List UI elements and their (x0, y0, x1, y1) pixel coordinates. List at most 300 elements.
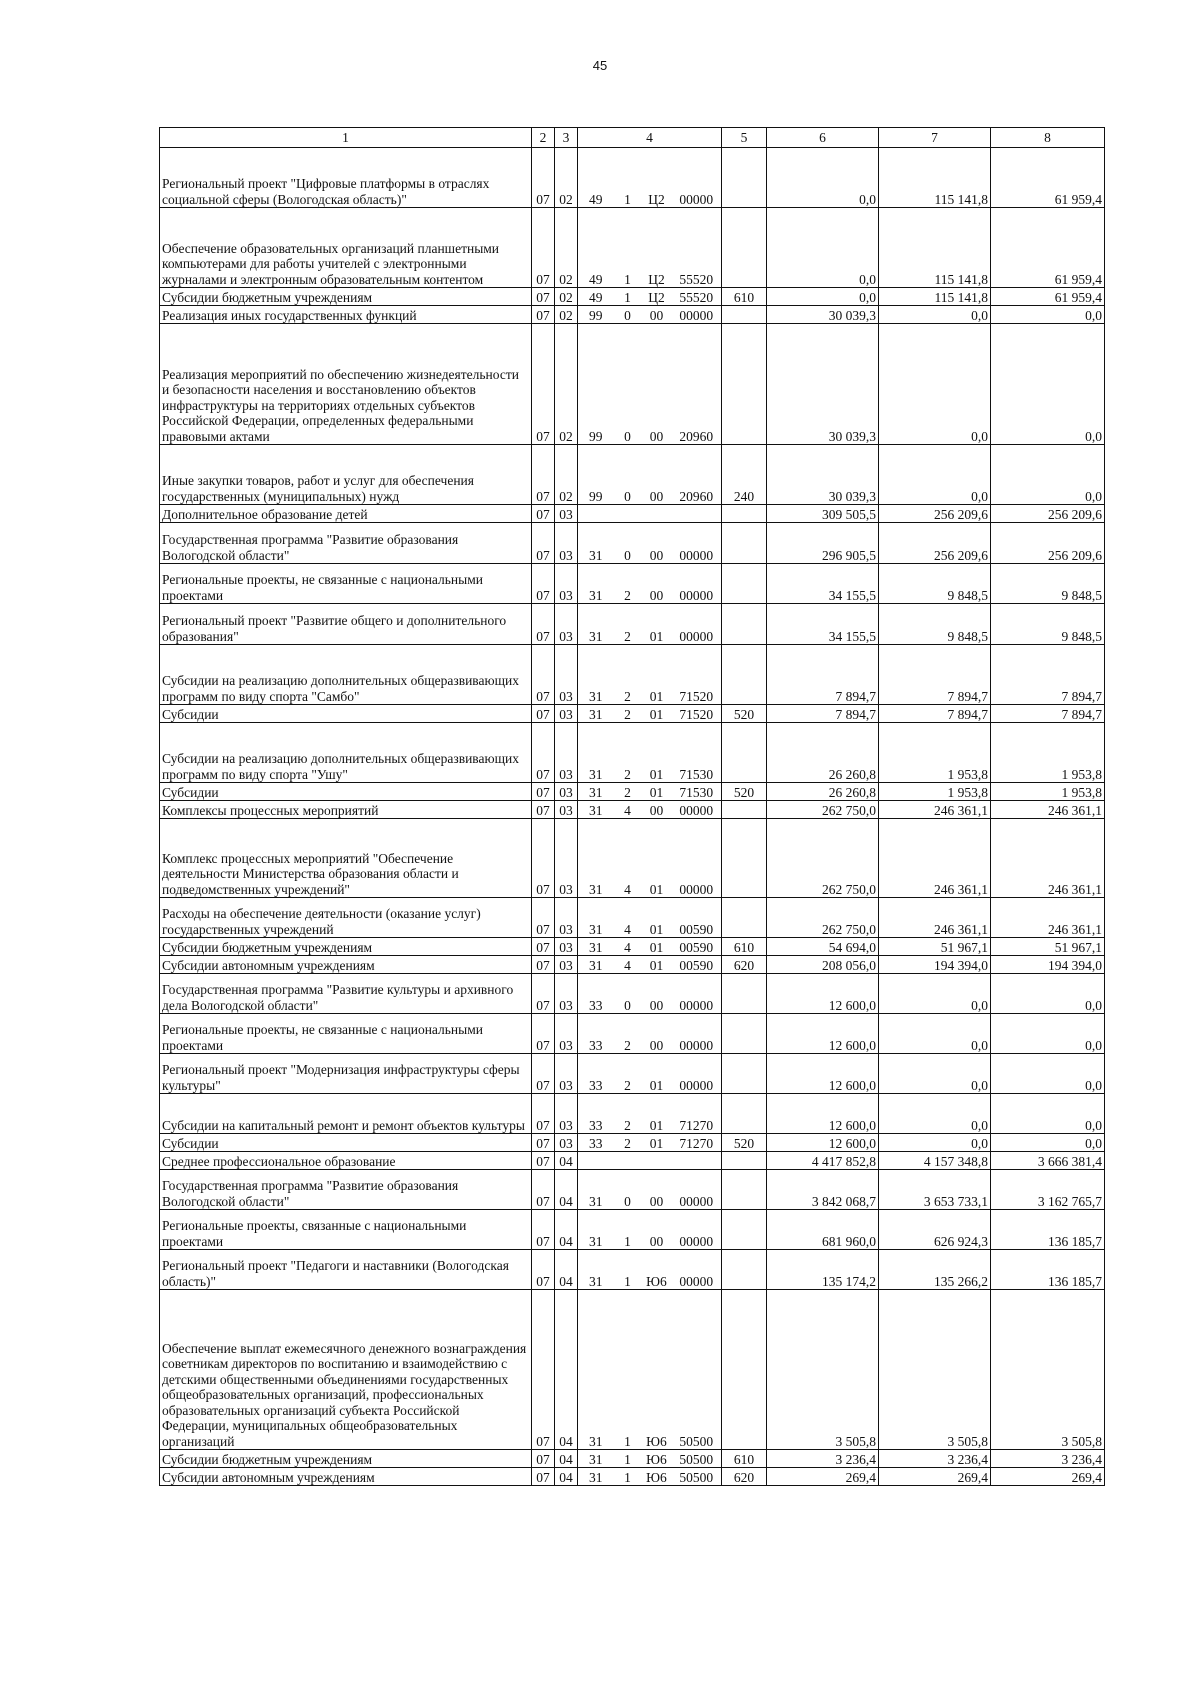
row-subsection-code: 03 (555, 1054, 578, 1094)
row-amount-col8: 246 361,1 (991, 819, 1105, 898)
header-col-4: 4 (578, 128, 722, 148)
row-name: Государственная программа "Развитие образования Вологодской области" (160, 523, 532, 564)
row-program-code: 31 (578, 1210, 614, 1250)
row-direction-code: 71270 (672, 1134, 722, 1152)
row-amount-col8: 194 394,0 (991, 956, 1105, 974)
row-project-code: 00 (642, 564, 672, 604)
row-amount-col8: 256 209,6 (991, 523, 1105, 564)
row-direction-code: 00000 (672, 1014, 722, 1054)
row-amount-col7: 0,0 (879, 445, 991, 505)
row-expense-type (722, 306, 767, 324)
row-amount-col8: 256 209,6 (991, 505, 1105, 523)
row-name: Субсидии бюджетным учреждениям (160, 1450, 532, 1468)
row-direction-code: 71530 (672, 783, 722, 801)
row-name: Реализация мероприятий по обеспечению жизнедеятельности и безопасности населения и восстановлению объектов инфраструктуры на территориях отдельных субъектов Российской Федерации, определенных федеральными правовыми актами (160, 324, 532, 445)
row-amount-col8: 246 361,1 (991, 898, 1105, 938)
row-name: Иные закупки товаров, работ и услуг для обеспечения государственных (муниципальных) нужд (160, 445, 532, 505)
row-project-code: 00 (642, 523, 672, 564)
row-program-code: 33 (578, 1014, 614, 1054)
row-expense-type: 610 (722, 288, 767, 306)
row-subsection-code: 04 (555, 1170, 578, 1210)
row-direction-code (672, 1152, 722, 1170)
row-subprogram-code: 0 (614, 974, 642, 1014)
row-project-code: 01 (642, 938, 672, 956)
row-amount-col6: 12 600,0 (767, 1134, 879, 1152)
row-amount-col8: 3 666 381,4 (991, 1152, 1105, 1170)
row-subsection-code: 03 (555, 801, 578, 819)
row-section-code: 07 (532, 705, 555, 723)
row-program-code: 49 (578, 208, 614, 288)
row-section-code: 07 (532, 208, 555, 288)
row-amount-col7: 626 924,3 (879, 1210, 991, 1250)
row-amount-col6: 269,4 (767, 1468, 879, 1486)
table-body (160, 148, 1105, 1486)
row-amount-col7: 3 236,4 (879, 1450, 991, 1468)
row-section-code: 07 (532, 288, 555, 306)
row-name: Обеспечение образовательных организаций планшетными компьютерами для работы учителей с электронными журналами и электронным образовательным контентом (160, 208, 532, 288)
row-section-code: 07 (532, 1152, 555, 1170)
row-section-code: 07 (532, 1054, 555, 1094)
row-amount-col6: 12 600,0 (767, 1094, 879, 1134)
row-subprogram-code: 4 (614, 938, 642, 956)
row-amount-col8: 9 848,5 (991, 604, 1105, 645)
row-project-code: 01 (642, 604, 672, 645)
row-name: Государственная программа "Развитие культуры и архивного дела Вологодской области" (160, 974, 532, 1014)
row-direction-code: 20960 (672, 445, 722, 505)
row-amount-col8: 61 959,4 (991, 148, 1105, 208)
row-expense-type (722, 1210, 767, 1250)
row-project-code: 01 (642, 956, 672, 974)
row-expense-type (722, 1094, 767, 1134)
row-subsection-code: 02 (555, 324, 578, 445)
table-row (160, 1170, 1105, 1210)
row-project-code: 01 (642, 819, 672, 898)
row-program-code: 31 (578, 898, 614, 938)
row-amount-col7: 7 894,7 (879, 705, 991, 723)
row-program-code (578, 1152, 614, 1170)
row-amount-col7: 0,0 (879, 1094, 991, 1134)
row-program-code: 31 (578, 1468, 614, 1486)
row-program-code (578, 505, 614, 523)
table-row (160, 974, 1105, 1014)
row-project-code: 00 (642, 1210, 672, 1250)
row-program-code: 33 (578, 1134, 614, 1152)
row-name: Комплексы процессных мероприятий (160, 801, 532, 819)
row-subsection-code: 02 (555, 288, 578, 306)
table-row (160, 208, 1105, 288)
row-project-code: 01 (642, 783, 672, 801)
row-direction-code: 00000 (672, 1054, 722, 1094)
row-amount-col8: 3 162 765,7 (991, 1170, 1105, 1210)
row-subsection-code: 04 (555, 1290, 578, 1450)
table-row (160, 723, 1105, 783)
row-expense-type: 520 (722, 705, 767, 723)
row-direction-code: 71270 (672, 1094, 722, 1134)
table-row (160, 783, 1105, 801)
row-project-code: 00 (642, 1170, 672, 1210)
row-expense-type (722, 523, 767, 564)
row-amount-col6: 12 600,0 (767, 1054, 879, 1094)
row-amount-col6: 309 505,5 (767, 505, 879, 523)
row-expense-type (722, 604, 767, 645)
table-row (160, 505, 1105, 523)
row-program-code: 99 (578, 306, 614, 324)
row-amount-col6: 3 505,8 (767, 1290, 879, 1450)
row-name: Региональный проект "Педагоги и наставники (Вологодская область)" (160, 1250, 532, 1290)
row-direction-code: 00590 (672, 956, 722, 974)
row-section-code: 07 (532, 306, 555, 324)
row-amount-col7: 7 894,7 (879, 645, 991, 705)
row-expense-type (722, 723, 767, 783)
row-subsection-code: 02 (555, 148, 578, 208)
row-section-code: 07 (532, 783, 555, 801)
row-expense-type (722, 1152, 767, 1170)
row-amount-col8: 0,0 (991, 306, 1105, 324)
row-name: Региональные проекты, не связанные с национальными проектами (160, 564, 532, 604)
row-section-code: 07 (532, 1468, 555, 1486)
row-subsection-code: 03 (555, 783, 578, 801)
row-project-code: Ю6 (642, 1290, 672, 1450)
row-subsection-code: 03 (555, 604, 578, 645)
row-program-code: 33 (578, 974, 614, 1014)
row-subsection-code: 04 (555, 1468, 578, 1486)
row-expense-type (722, 324, 767, 445)
row-subprogram-code: 0 (614, 324, 642, 445)
row-subprogram-code: 4 (614, 956, 642, 974)
row-name: Региональный проект "Модернизация инфраструктуры сферы культуры" (160, 1054, 532, 1094)
table-header-row (160, 128, 1105, 148)
row-amount-col7: 0,0 (879, 974, 991, 1014)
row-program-code: 31 (578, 938, 614, 956)
row-amount-col7: 246 361,1 (879, 801, 991, 819)
row-expense-type: 610 (722, 938, 767, 956)
row-name: Субсидии на реализацию дополнительных общеразвивающих программ по виду спорта "Самбо" (160, 645, 532, 705)
row-program-code: 49 (578, 148, 614, 208)
row-project-code: 00 (642, 1014, 672, 1054)
row-expense-type: 620 (722, 956, 767, 974)
row-direction-code: 71530 (672, 723, 722, 783)
row-subprogram-code: 0 (614, 445, 642, 505)
row-section-code: 07 (532, 523, 555, 564)
row-subsection-code: 03 (555, 705, 578, 723)
row-program-code: 31 (578, 645, 614, 705)
row-subsection-code: 02 (555, 208, 578, 288)
row-amount-col7: 0,0 (879, 324, 991, 445)
row-subsection-code: 03 (555, 938, 578, 956)
row-program-code: 31 (578, 1170, 614, 1210)
row-project-code: Ц2 (642, 148, 672, 208)
row-expense-type (722, 505, 767, 523)
row-project-code: Ю6 (642, 1468, 672, 1486)
row-direction-code: 50500 (672, 1468, 722, 1486)
row-amount-col6: 34 155,5 (767, 604, 879, 645)
row-amount-col6: 26 260,8 (767, 723, 879, 783)
row-amount-col7: 246 361,1 (879, 819, 991, 898)
row-name: Субсидии бюджетным учреждениям (160, 288, 532, 306)
row-subsection-code: 03 (555, 523, 578, 564)
row-amount-col6: 7 894,7 (767, 705, 879, 723)
row-amount-col7: 256 209,6 (879, 505, 991, 523)
row-expense-type (722, 208, 767, 288)
table-row (160, 705, 1105, 723)
row-name: Государственная программа "Развитие образования Вологодской области" (160, 1170, 532, 1210)
row-section-code: 07 (532, 324, 555, 445)
row-section-code: 07 (532, 445, 555, 505)
row-subprogram-code: 4 (614, 898, 642, 938)
row-direction-code: 00000 (672, 1210, 722, 1250)
row-subprogram-code: 2 (614, 1014, 642, 1054)
row-direction-code: 00000 (672, 819, 722, 898)
row-section-code: 07 (532, 801, 555, 819)
row-amount-col8: 9 848,5 (991, 564, 1105, 604)
row-subprogram-code: 2 (614, 645, 642, 705)
row-amount-col7: 115 141,8 (879, 148, 991, 208)
row-section-code: 07 (532, 819, 555, 898)
row-amount-col7: 3 653 733,1 (879, 1170, 991, 1210)
row-direction-code (672, 505, 722, 523)
row-expense-type (722, 1290, 767, 1450)
row-direction-code: 00590 (672, 938, 722, 956)
row-subsection-code: 03 (555, 505, 578, 523)
row-name: Субсидии на капитальный ремонт и ремонт объектов культуры (160, 1094, 532, 1134)
row-program-code: 31 (578, 801, 614, 819)
row-section-code: 07 (532, 938, 555, 956)
row-subprogram-code: 2 (614, 1134, 642, 1152)
row-amount-col6: 262 750,0 (767, 819, 879, 898)
row-project-code: 01 (642, 1094, 672, 1134)
row-subprogram-code: 1 (614, 1468, 642, 1486)
row-direction-code: 71520 (672, 705, 722, 723)
row-subprogram-code: 1 (614, 148, 642, 208)
row-expense-type: 520 (722, 783, 767, 801)
row-amount-col8: 7 894,7 (991, 645, 1105, 705)
row-project-code: 00 (642, 974, 672, 1014)
header-col-1: 1 (160, 128, 532, 148)
row-expense-type (722, 1054, 767, 1094)
row-program-code: 49 (578, 288, 614, 306)
table-row (160, 1210, 1105, 1250)
row-expense-type (722, 819, 767, 898)
table-row (160, 324, 1105, 445)
row-program-code: 31 (578, 819, 614, 898)
row-subprogram-code: 2 (614, 1054, 642, 1094)
row-amount-col6: 30 039,3 (767, 445, 879, 505)
row-subprogram-code: 1 (614, 1210, 642, 1250)
row-name: Региональный проект "Развитие общего и дополнительного образования" (160, 604, 532, 645)
row-section-code: 07 (532, 505, 555, 523)
row-subsection-code: 03 (555, 956, 578, 974)
row-amount-col8: 246 361,1 (991, 801, 1105, 819)
table-row (160, 938, 1105, 956)
row-subprogram-code: 2 (614, 564, 642, 604)
row-amount-col6: 681 960,0 (767, 1210, 879, 1250)
row-amount-col6: 262 750,0 (767, 801, 879, 819)
row-direction-code: 00000 (672, 604, 722, 645)
table-row (160, 445, 1105, 505)
row-amount-col6: 0,0 (767, 148, 879, 208)
row-name: Комплекс процессных мероприятий "Обеспечение деятельности Министерства образования области и подведомственных учреждений" (160, 819, 532, 898)
row-expense-type: 240 (722, 445, 767, 505)
row-project-code: 01 (642, 645, 672, 705)
row-amount-col7: 1 953,8 (879, 723, 991, 783)
row-subprogram-code: 2 (614, 604, 642, 645)
table-row (160, 523, 1105, 564)
row-section-code: 07 (532, 1170, 555, 1210)
budget-table (159, 127, 1105, 1486)
row-amount-col7: 0,0 (879, 1014, 991, 1054)
row-name: Расходы на обеспечение деятельности (оказание услуг) государственных учреждений (160, 898, 532, 938)
row-project-code: 00 (642, 324, 672, 445)
row-name: Субсидии автономным учреждениям (160, 1468, 532, 1486)
row-subprogram-code: 0 (614, 523, 642, 564)
row-subprogram-code: 4 (614, 801, 642, 819)
row-amount-col7: 115 141,8 (879, 208, 991, 288)
row-amount-col8: 136 185,7 (991, 1250, 1105, 1290)
row-amount-col6: 296 905,5 (767, 523, 879, 564)
row-amount-col8: 0,0 (991, 1134, 1105, 1152)
row-subsection-code: 03 (555, 723, 578, 783)
row-amount-col6: 0,0 (767, 208, 879, 288)
row-expense-type (722, 1250, 767, 1290)
row-amount-col8: 0,0 (991, 974, 1105, 1014)
row-expense-type: 520 (722, 1134, 767, 1152)
row-name: Региональный проект "Цифровые платформы в отраслях социальной сферы (Вологодская область)" (160, 148, 532, 208)
row-subprogram-code: 1 (614, 1450, 642, 1468)
row-subsection-code: 03 (555, 1014, 578, 1054)
row-program-code: 31 (578, 564, 614, 604)
row-program-code: 31 (578, 783, 614, 801)
table-row (160, 1250, 1105, 1290)
row-amount-col8: 0,0 (991, 324, 1105, 445)
row-subsection-code: 03 (555, 1094, 578, 1134)
row-amount-col7: 256 209,6 (879, 523, 991, 564)
row-program-code: 31 (578, 705, 614, 723)
row-section-code: 07 (532, 1094, 555, 1134)
row-section-code: 07 (532, 723, 555, 783)
row-amount-col7: 3 505,8 (879, 1290, 991, 1450)
row-amount-col8: 269,4 (991, 1468, 1105, 1486)
table-row (160, 819, 1105, 898)
row-subprogram-code: 2 (614, 1094, 642, 1134)
row-name: Реализация иных государственных функций (160, 306, 532, 324)
row-amount-col6: 30 039,3 (767, 306, 879, 324)
row-name: Субсидии автономным учреждениям (160, 956, 532, 974)
row-subsection-code: 03 (555, 645, 578, 705)
row-section-code: 07 (532, 1134, 555, 1152)
row-subsection-code: 04 (555, 1152, 578, 1170)
row-amount-col6: 135 174,2 (767, 1250, 879, 1290)
row-project-code: 01 (642, 1054, 672, 1094)
row-program-code: 31 (578, 523, 614, 564)
row-amount-col7: 0,0 (879, 1134, 991, 1152)
table-row (160, 1054, 1105, 1094)
row-amount-col8: 7 894,7 (991, 705, 1105, 723)
row-program-code: 31 (578, 723, 614, 783)
row-subsection-code: 03 (555, 974, 578, 1014)
row-direction-code: 00000 (672, 1250, 722, 1290)
row-amount-col7: 9 848,5 (879, 604, 991, 645)
row-direction-code: 00000 (672, 523, 722, 564)
table-row (160, 1290, 1105, 1450)
row-amount-col7: 115 141,8 (879, 288, 991, 306)
row-expense-type: 610 (722, 1450, 767, 1468)
row-name: Субсидии (160, 1134, 532, 1152)
row-amount-col6: 30 039,3 (767, 324, 879, 445)
row-name: Субсидии на реализацию дополнительных общеразвивающих программ по виду спорта "Ушу" (160, 723, 532, 783)
row-direction-code: 20960 (672, 324, 722, 445)
row-section-code: 07 (532, 148, 555, 208)
row-amount-col7: 1 953,8 (879, 783, 991, 801)
row-subprogram-code: 0 (614, 306, 642, 324)
row-subsection-code: 03 (555, 564, 578, 604)
row-section-code: 07 (532, 898, 555, 938)
row-name: Региональные проекты, связанные с национальными проектами (160, 1210, 532, 1250)
table-row (160, 564, 1105, 604)
row-amount-col8: 61 959,4 (991, 288, 1105, 306)
table-row (160, 1152, 1105, 1170)
row-amount-col8: 136 185,7 (991, 1210, 1105, 1250)
table-row (160, 288, 1105, 306)
row-name: Дополнительное образование детей (160, 505, 532, 523)
row-direction-code: 50500 (672, 1290, 722, 1450)
table-row (160, 1450, 1105, 1468)
row-expense-type (722, 564, 767, 604)
row-program-code: 31 (578, 1290, 614, 1450)
row-direction-code: 50500 (672, 1450, 722, 1468)
row-program-code: 31 (578, 1450, 614, 1468)
row-subprogram-code: 2 (614, 723, 642, 783)
row-subsection-code: 03 (555, 898, 578, 938)
row-amount-col8: 3 505,8 (991, 1290, 1105, 1450)
row-amount-col7: 135 266,2 (879, 1250, 991, 1290)
table-row (160, 898, 1105, 938)
row-project-code: Ю6 (642, 1450, 672, 1468)
row-subprogram-code: 1 (614, 1250, 642, 1290)
row-amount-col7: 246 361,1 (879, 898, 991, 938)
row-name: Обеспечение выплат ежемесячного денежного вознаграждения советникам директоров по воспитанию и взаимодействию с детскими общественными объединениями государственных общеобразовательных организаций, профессиональных образовательных организаций субъекта Российской Федерации, муниципальных общеобразовательных организаций (160, 1290, 532, 1450)
row-amount-col7: 269,4 (879, 1468, 991, 1486)
row-subprogram-code (614, 1152, 642, 1170)
row-project-code: 00 (642, 801, 672, 819)
row-amount-col8: 0,0 (991, 1014, 1105, 1054)
row-amount-col8: 1 953,8 (991, 723, 1105, 783)
row-section-code: 07 (532, 1250, 555, 1290)
row-project-code: 01 (642, 723, 672, 783)
row-direction-code: 00000 (672, 801, 722, 819)
row-section-code: 07 (532, 1210, 555, 1250)
header-col-2: 2 (532, 128, 555, 148)
row-amount-col8: 0,0 (991, 1054, 1105, 1094)
row-name: Субсидии (160, 705, 532, 723)
row-direction-code: 00000 (672, 148, 722, 208)
row-amount-col6: 26 260,8 (767, 783, 879, 801)
row-expense-type (722, 645, 767, 705)
row-project-code: 00 (642, 445, 672, 505)
row-subsection-code: 02 (555, 306, 578, 324)
row-program-code: 31 (578, 604, 614, 645)
row-project-code: 01 (642, 898, 672, 938)
row-project-code: Ц2 (642, 288, 672, 306)
row-direction-code: 00590 (672, 898, 722, 938)
row-direction-code: 00000 (672, 974, 722, 1014)
row-subprogram-code: 0 (614, 1170, 642, 1210)
table-row (160, 956, 1105, 974)
row-subsection-code: 04 (555, 1210, 578, 1250)
row-expense-type (722, 148, 767, 208)
row-amount-col8: 0,0 (991, 445, 1105, 505)
row-name: Субсидии бюджетным учреждениям (160, 938, 532, 956)
row-section-code: 07 (532, 1290, 555, 1450)
